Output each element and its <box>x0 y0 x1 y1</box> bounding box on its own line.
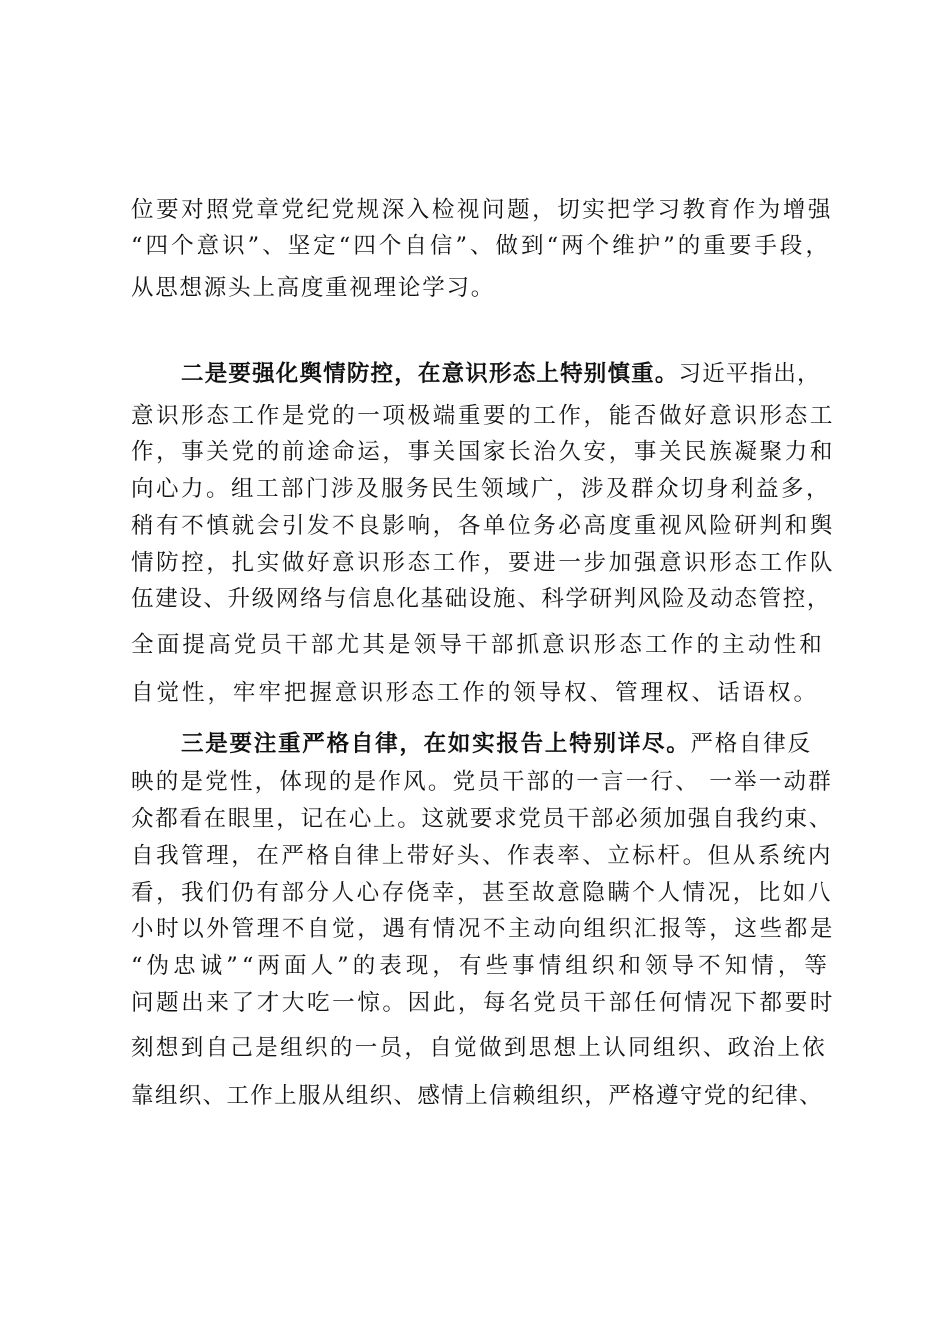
paragraph-line: “四个意识”、坚定“四个自信”、做到“两个维护”的重要手段， <box>131 233 831 259</box>
text-line <box>0 508 950 544</box>
section-heading: 二是要强化舆情防控，在意识形态上特别慎重。 <box>181 361 679 387</box>
paragraph-line: 问题出来了才大吃一惊。因此，每名党员干部任何情况下都要时 <box>131 990 835 1016</box>
text-line <box>0 545 950 581</box>
paragraph-line: “伪忠诚”“两面人”的表现，有些事情组织和领导不知情，等 <box>131 953 831 979</box>
paragraph-line: 意识形态工作是党的一项极端重要的工作，能否做好意识形态工 <box>131 403 835 429</box>
text-line <box>0 675 950 711</box>
paragraph-line: 情防控，扎实做好意识形态工作，要进一步加强意识形态工作队 <box>131 550 835 576</box>
paragraph-line: 位要对照党章党纪党规深入检视问题，切实把学习教育作为增强 <box>131 197 833 223</box>
paragraph-line: 自我管理，在严格自律上带好头、作表率、立标杆。但从系统内 <box>131 843 833 869</box>
section-two-first-line <box>0 356 950 392</box>
text-line <box>0 948 950 984</box>
paragraph-line: 从思想源头上高度重视理论学习。 <box>131 275 495 301</box>
text-line <box>0 192 950 228</box>
paragraph-line: 全面提高党员干部尤其是领导干部抓意识形态工作的主动性和 <box>131 632 825 658</box>
first-line-group <box>181 726 812 762</box>
text-line <box>0 398 950 434</box>
paragraph-line: 看，我们仍有部分人心存侥幸，甚至故意隐瞒个人情况，比如八 <box>131 880 833 906</box>
paragraph-line: 小时以外管理不自觉，遇有情况不主动向组织汇报等，这些都是 <box>131 916 835 942</box>
text-line <box>0 985 950 1021</box>
text-line <box>0 471 950 507</box>
text-line <box>0 228 950 264</box>
text-line <box>0 838 950 874</box>
section-three-first-line <box>0 726 950 762</box>
text-line <box>0 434 950 470</box>
text-line <box>0 270 950 306</box>
paragraph-text: 严格自律反 <box>690 731 812 757</box>
first-line-group <box>181 356 821 392</box>
paragraph-line: 映的是党性，体现的是作风。党员干部的一言一行、 一举一动群 <box>131 769 833 795</box>
paragraph-line: 作，事关党的前途命运，事关国家长治久安，事关民族凝聚力和 <box>131 439 835 465</box>
text-line <box>0 911 950 947</box>
paragraph-line: 自觉性，牢牢把握意识形态工作的领导权、管理权、话语权。 <box>131 680 819 706</box>
text-line <box>0 764 950 800</box>
paragraph-line: 向心力。组工部门涉及服务民生领域广，涉及群众切身利益多， <box>131 476 831 502</box>
paragraph-line: 稍有不慎就会引发不良影响，各单位务必高度重视风险研判和舆 <box>131 513 835 539</box>
text-line <box>0 581 950 617</box>
text-line <box>0 1078 950 1114</box>
text-line <box>0 875 950 911</box>
paragraph-line: 刻想到自己是组织的一员，自觉做到思想上认同组织、政治上依 <box>131 1035 827 1061</box>
text-line <box>0 801 950 837</box>
paragraph-text: 习近平指出， <box>678 361 821 387</box>
paragraph-line: 伍建设、升级网络与信息化基础设施、科学研判风险及动态管控， <box>131 586 831 612</box>
paragraph-line: 众都看在眼里，记在心上。这就要求党员干部必须加强自我约束、 <box>131 806 833 832</box>
text-line <box>0 627 950 663</box>
paragraph-line: 靠组织、工作上服从组织、感情上信赖组织，严格遵守党的纪律、 <box>131 1083 823 1109</box>
text-line <box>0 1030 950 1066</box>
section-heading: 三是要注重严格自律，在如实报告上特别详尽。 <box>181 731 691 757</box>
